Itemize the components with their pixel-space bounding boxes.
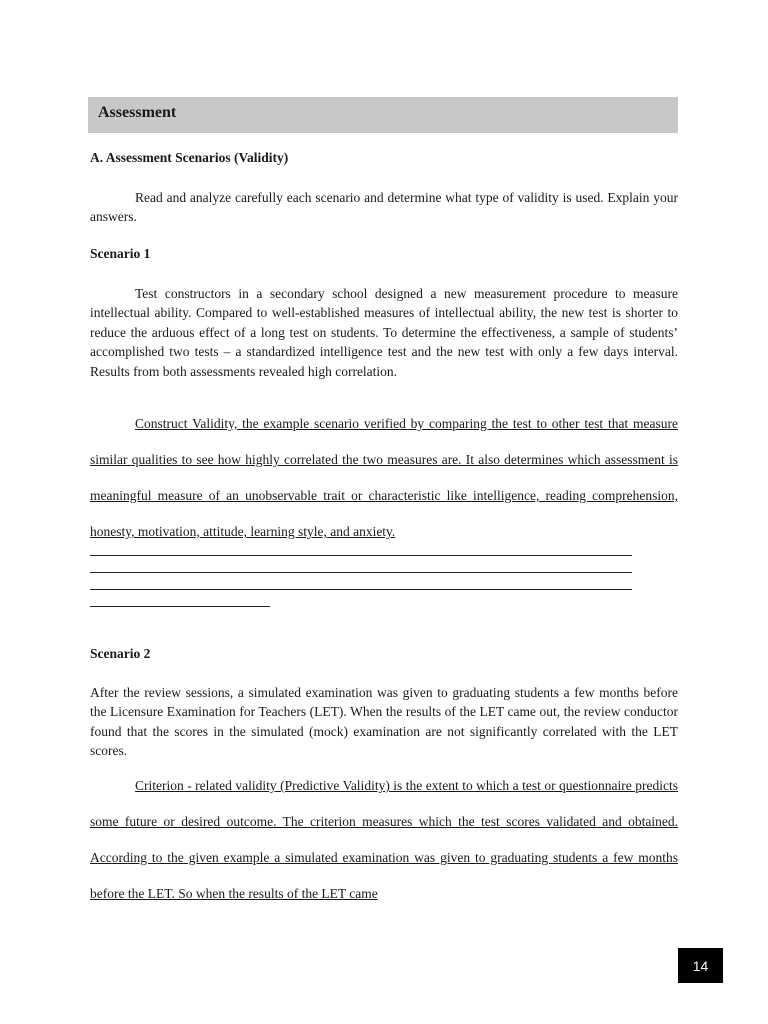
page-number-label: 14 bbox=[692, 957, 709, 974]
scenario-2-text: After the review sessions, a simulated examination was given to graduating students a few months before the Licensure Examination for Teachers (LET). When the results of the LET came out, the review conductor found that the scores in the simulated (mock) examination are not significantly correlated with the LET scores. bbox=[90, 685, 678, 759]
scenario-1-answer: Construct Validity, the example scenario verified by comparing the test to other test that measure similar qualities to see how highly correlated the two measures are. It also determines which assessment is meaningful measure of an unobservable trait or characteristic like intelligence, reading comprehension, honesty, motivation, attitude, learning style, and anxiety. bbox=[90, 416, 678, 539]
scenario-1-text: Test constructors in a secondary school designed a new measurement procedure to measure intellectual ability. Compared to well-established measures of intellectual ability, the new test is shorter to reduce the arduous effect of a long test on students. To determine the effectiveness, a sample of students’ accomplished two tests – a standardized intelligence test and the new test with only a few days interval. Results from both assessments revealed high correlation. bbox=[90, 286, 678, 379]
page-number bbox=[678, 948, 723, 983]
answer-blank-line bbox=[90, 572, 632, 573]
page-title: Assessment bbox=[98, 104, 177, 121]
answer-blank-line bbox=[90, 606, 270, 607]
scenario-2-title: Scenario 2 bbox=[90, 646, 151, 661]
section-header-bar bbox=[88, 97, 678, 133]
answer-blank-line bbox=[90, 555, 632, 556]
scenario-1-title: Scenario 1 bbox=[90, 246, 151, 261]
answer-blank-line bbox=[90, 589, 632, 590]
scenario-2-answer: Criterion - related validity (Predictive Validity) is the extent to which a test or questionnaire predicts some future or desired outcome. The criterion measures which the test scores validated and obtained. According to the given example a simulated examination was given to graduating students a few months before the LET. So when the results of the LET came bbox=[90, 778, 678, 901]
section-title: A. Assessment Scenarios (Validity) bbox=[90, 150, 289, 165]
instructions-paragraph: Read and analyze carefully each scenario and determine what type of validity is used. Explain your answers. bbox=[90, 190, 678, 225]
